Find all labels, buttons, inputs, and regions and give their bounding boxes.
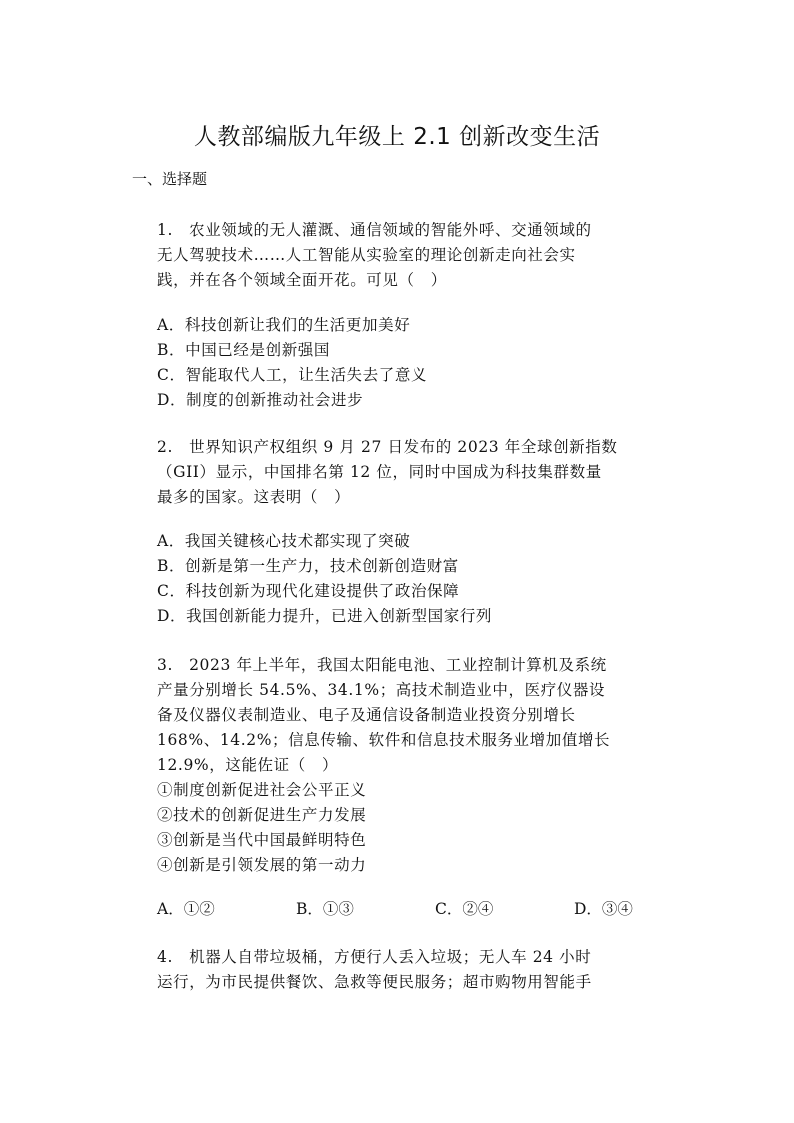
question-3-statement-4: ④创新是引领发展的第一动力 (157, 856, 367, 874)
question-2-option-d: D．我国创新能力提升，已进入创新型国家行列 (157, 607, 493, 625)
section-heading: 一、选择题 (132, 170, 208, 188)
question-4-stem (157, 945, 647, 995)
question-1-option-d: D．制度的创新推动社会进步 (157, 391, 364, 409)
document-title: 人教部编版九年级上 2.1 创新改变生活 (193, 124, 601, 150)
question-2-option-c: C．科技创新为现代化建设提供了政治保障 (157, 582, 460, 600)
question-1-option-a: A．科技创新让我们的生活更加美好 (157, 316, 411, 334)
question-2-option-a: A．我国关键核心技术都实现了突破 (157, 532, 411, 550)
question-1-stem (157, 218, 647, 293)
question-3-option-d: D．③④ (574, 900, 633, 918)
question-2-stem (157, 435, 647, 510)
question-2-stem-line: 最多的国家。这表明（ ） (157, 488, 351, 506)
question-3-options (157, 897, 647, 922)
question-4-stem-line: 4. 机器人自带垃圾桶，方便行人丢入垃圾；无人车 24 小时 (157, 948, 592, 966)
question-1-options (157, 313, 647, 413)
question-1-stem-line: 无人驾驶技术……人工智能从实验室的理论创新走向社会实 (157, 246, 576, 264)
question-3-option-b: B．①③ (296, 900, 354, 918)
question-2-option-b: B．创新是第一生产力，技术创新创造财富 (157, 557, 459, 575)
question-3-stem-line: 3. 2023 年上半年，我国太阳能电池、工业控制计算机及系统 (157, 656, 607, 674)
question-1-stem-line: 践，并在各个领域全面开花。可见（ ） (157, 271, 447, 289)
question-3-option-c: C．②④ (435, 900, 494, 918)
question-3-statement-1: ①制度创新促进社会公平正义 (157, 781, 367, 799)
question-3-stem-line: 产量分别增长 54.5%、34.1%；高技术制造业中，医疗仪器设 (157, 681, 606, 699)
question-3-stem-line: 168%、14.2%；信息传输、软件和信息技术服务业增加值增长 (157, 731, 611, 749)
question-4-stem-line: 运行，为市民提供餐饮、急救等便民服务；超市购物用智能手 (157, 973, 592, 991)
question-1-stem-line: 1. 农业领域的无人灌溉、通信领域的智能外呼、交通领域的 (157, 221, 592, 239)
question-1-option-c: C．智能取代人工，让生活失去了意义 (157, 366, 428, 384)
question-3-stem (157, 653, 647, 878)
question-2-stem-line: 2. 世界知识产权组织 9 月 27 日发布的 2023 年全球创新指数 (157, 438, 618, 456)
question-2-options (157, 529, 647, 629)
question-3-statement-2: ②技术的创新促进生产力发展 (157, 806, 367, 824)
question-3-option-a: A．①② (157, 900, 215, 918)
question-2-stem-line: （GII）显示，中国排名第 12 位，同时中国成为科技集群数量 (157, 463, 602, 481)
question-3-stem-line: 12.9%，这能佐证（ ） (157, 756, 339, 774)
question-3-statement-3: ③创新是当代中国最鲜明特色 (157, 831, 367, 849)
question-3-stem-line: 备及仪器仪表制造业、电子及通信设备制造业投资分别增长 (157, 706, 576, 724)
question-1-option-b: B．中国已经是创新强国 (157, 341, 330, 359)
